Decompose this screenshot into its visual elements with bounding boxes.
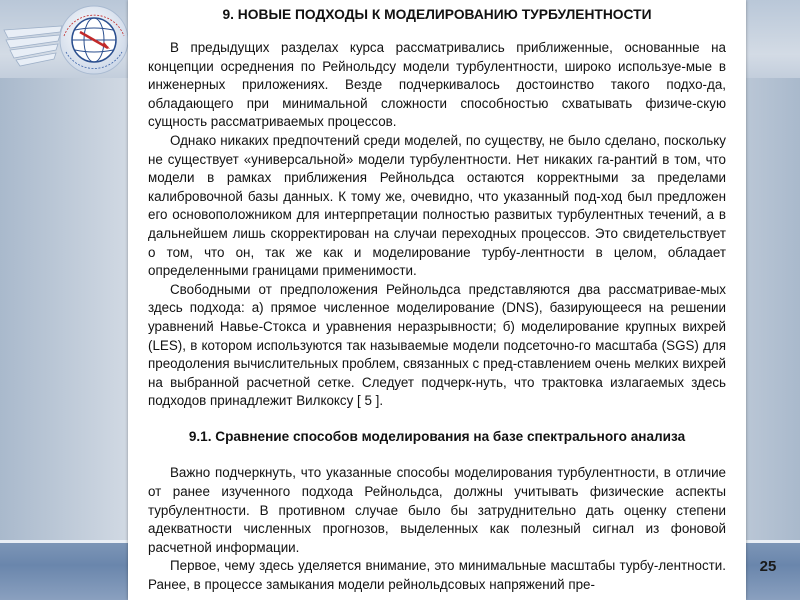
section-title: 9.1. Сравнение способов моделирования на базе спектрального анализа xyxy=(188,428,686,444)
document-title: 9. НОВЫЕ ПОДХОДЫ К МОДЕЛИРОВАНИЮ ТУРБУЛЕНТНОСТИ xyxy=(222,7,652,22)
paragraph: Свободными от предположения Рейнольдса представляются два рассматривае-мых здесь подхода: а) прямое численное моделирование (DNS), базирующееся на решении уравнений Навье-Стокса и уравнения неразрывности; б) моделирование крупных вихрей (LES), в котором используются так называемые модели подсеточно-го масштаба (SGS) для преодоления вычислительных проблем, связанных с пред-ставлением очень мелких вихрей на выбранной расчетной сетке. Следует подчерк-нуть, что трактовка излагаемых здесь подходов принадлежит Вилкоксу [ 5 ]. xyxy=(148,281,726,409)
page-number: 25 xyxy=(759,558,777,575)
paragraph: Однако никаких предпочтений среди моделей, по существу, не было сделано, поскольку не существует «универсальной» модели турбулентности. Нет никаких га-рантий в том, что модели в рамках приближения Рейнольдса остаются корректными за пределами калибровочной базы данных. К тому же, очевидно, что указанный под-ход был предложен его основоположником для интерпретации полностью развитых турбулентных течений, а в дальнейшем лишь скорректирован на случаи переходных процессов. Это свидетельствует о том, что он, так же как и моделирование турбу-лентности в целом, обладает определенными границами применимости. xyxy=(148,132,726,279)
document-page xyxy=(128,0,746,600)
paragraph: Важно подчеркнуть, что указанные способы моделирования турбулентности, в отличие от ранее изученного подхода Рейнольдса, должны учитывать физические аспекты турбулентности. В противном случае было бы затруднительно дать оценку степени адекватности численных прогнозов, выделенных как полезный сигнал из фоновой расчетной информации. xyxy=(148,465,726,555)
paragraph: В предыдущих разделах курса рассматривались приближенные, основанные на концепции осреднения по Рейнольдсу модели турбулентности, широко используе-мые в инженерных приложениях. Везде подчеркивалось достоинство такого подхо-да, обладающего при минимальной сложности способностью схватывать физиче-скую сущность рассматриваемых процессов. xyxy=(148,40,726,130)
document-body xyxy=(128,0,746,595)
paragraph: Первое, чему здесь уделяется внимание, это минимальные масштабы турбу-лентности. Ранее, в процессе замыкания модели рейнольдсовых напряжений пре- xyxy=(148,558,726,593)
agency-logo-icon xyxy=(2,2,130,80)
